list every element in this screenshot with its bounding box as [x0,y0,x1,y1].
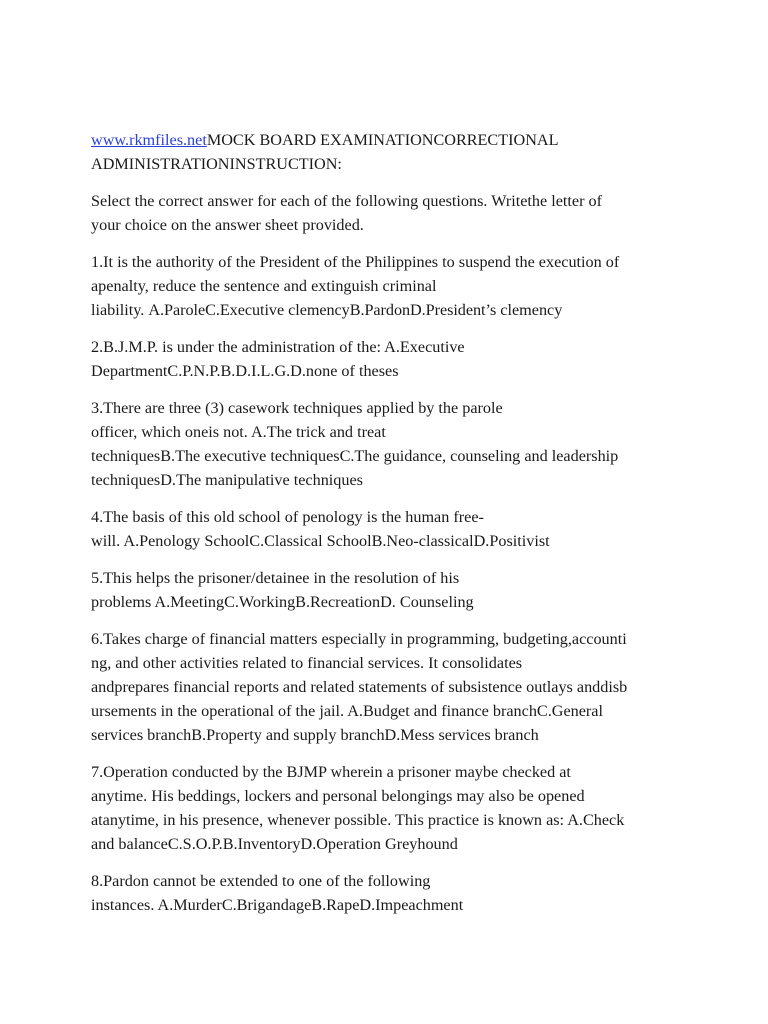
question-3-line-4: techniquesD.The manipulative techniques [91,471,363,489]
question-3-line-2: officer, which oneis not. A.The trick and treat [91,423,386,441]
question-3-line-1: 3.There are three (3) casework techniques applied by the parole [91,399,503,417]
question-8-line-1: 8.Pardon cannot be extended to one of the following [91,872,431,890]
header-line-2: ADMINISTRATIONINSTRUCTION: [91,155,342,173]
question-7-line-2: anytime. His beddings, lockers and personal belongings may also be opened [91,787,585,805]
instruction-paragraph [91,189,680,237]
question-3-line-3: techniquesB.The executive techniquesC.The guidance, counseling and leadership [91,447,619,465]
question-1-line-3 [91,298,680,322]
question-4-line-2: will. A.Penology SchoolC.Classical SchoolB.Neo-classicalD.Positivist [91,532,550,550]
question-2-line-1: 2.B.J.M.P. is under the administration of the: A.Executive [91,338,465,356]
instruction-line-2: your choice on the answer sheet provided. [91,216,364,234]
question-2 [91,335,680,383]
question-6-line-2: ng, and other activities related to financial services. It consolidates [91,654,523,672]
question-4 [91,505,680,553]
question-6-line-4: ursements in the operational of the jail. A.Budget and finance branchC.General [91,702,603,720]
question-5-line-2: problems A.MeetingC.WorkingB.RecreationD. Counseling [91,593,474,611]
question-1-line-3-suffix: ’s clemency [485,301,563,319]
question-5 [91,566,680,614]
question-7-line-1: 7.Operation conducted by the BJMP wherein a prisoner maybe checked at [91,763,571,781]
question-1 [91,250,680,322]
question-6-line-3: andprepares financial reports and related statements of subsistence outlays anddisb [91,678,628,696]
instruction-line-1: Select the correct answer for each of the following questions. Writethe letter of [91,192,603,210]
question-2-line-2: DepartmentC.P.N.P.B.D.I.L.G.D.none of theses [91,362,399,380]
question-7-line-3: atanytime, in his presence, whenever possible. This practice is known as: A.Check [91,811,625,829]
question-8-line-2: instances. A.MurderC.BrigandageB.RapeD.Impeachment [91,896,464,914]
question-6-line-1: 6.Takes charge of financial matters especially in programming, budgeting,accounti [91,630,627,648]
question-1-line-2: apenalty, reduce the sentence and extinguish criminal [91,277,437,295]
question-8 [91,869,680,917]
question-6-line-5: services branchB.Property and supply branchD.Mess services branch [91,726,539,744]
question-6 [91,627,680,747]
question-1-line-3-prefix: liability. [91,301,149,319]
question-4-line-1: 4.The basis of this old school of penology is the human free- [91,508,484,526]
document-header [91,128,680,176]
question-5-line-1: 5.This helps the prisoner/detainee in the resolution of his [91,569,460,587]
question-1-choices: A.ParoleC.Executive clemencyB.PardonD.President [148,301,486,319]
header-line-1 [91,128,680,152]
question-3 [91,396,680,492]
question-7 [91,760,680,856]
site-link[interactable]: www.rkmfiles.net [91,131,207,149]
question-1-line-1: 1.It is the authority of the President of the Philippines to suspend the execution of [91,253,620,271]
question-7-line-4: and balanceC.S.O.P.B.InventoryD.Operation Greyhound [91,835,458,853]
header-title-part-1: MOCK BOARD EXAMINATIONCORRECTIONAL [206,131,559,149]
